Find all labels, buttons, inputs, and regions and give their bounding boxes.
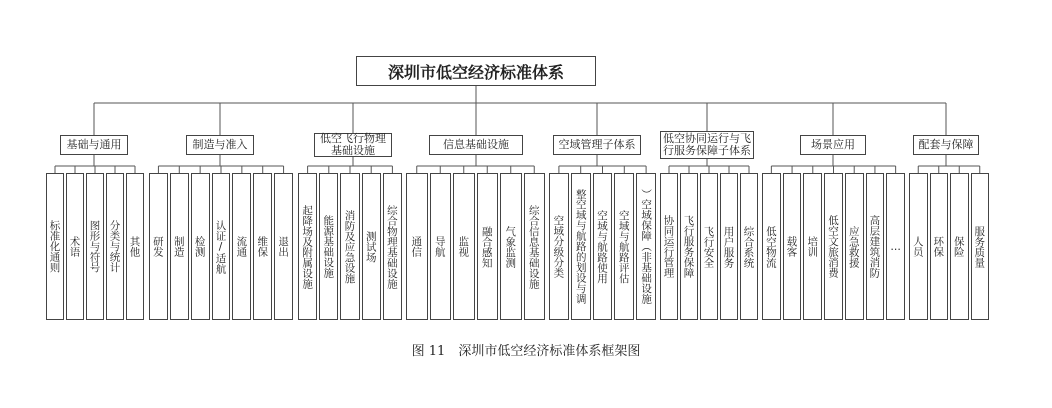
leaf-box bbox=[886, 173, 905, 320]
leaf-box bbox=[453, 173, 475, 320]
root-node bbox=[356, 56, 596, 86]
leaf-label: 检测 bbox=[193, 236, 206, 257]
leaf-label: 保险 bbox=[952, 236, 965, 257]
leaf-box bbox=[253, 173, 272, 320]
leaf-box bbox=[720, 173, 738, 320]
leaf-box bbox=[866, 173, 885, 320]
leaf-label: 图形与符号 bbox=[88, 220, 101, 273]
leaf-box bbox=[274, 173, 293, 320]
leaf-box bbox=[106, 173, 124, 320]
leaf-box bbox=[971, 173, 990, 320]
category-box bbox=[60, 135, 128, 155]
category-label: 配套与保障 bbox=[918, 138, 974, 151]
leaf-label: 空域分级分类 bbox=[552, 215, 565, 278]
leaf-label: 起降场及附属设施 bbox=[301, 204, 314, 289]
leaf-box bbox=[909, 173, 928, 320]
leaf-box bbox=[319, 173, 338, 320]
leaf-label: 通信 bbox=[410, 236, 423, 257]
leaf-label: 空域保障（非基础设施 ） bbox=[640, 188, 653, 305]
leaf-box bbox=[571, 173, 591, 320]
leaf-box bbox=[362, 173, 381, 320]
leaf-box bbox=[549, 173, 569, 320]
leaf-label: 标准化通则 bbox=[48, 220, 61, 273]
leaf-box bbox=[524, 173, 546, 320]
leaf-label: 培训 bbox=[806, 236, 819, 257]
leaf-label: 能源基础设施 bbox=[322, 215, 335, 278]
leaf-label: 综合物理基础设施 bbox=[385, 204, 398, 289]
root-title: 深圳市低空经济标准体系 bbox=[387, 62, 564, 82]
leaf-label: 认证/适航 bbox=[214, 219, 227, 274]
leaf-label: 空域与航路使用 bbox=[595, 209, 608, 284]
category-box bbox=[553, 135, 641, 155]
leaf-box bbox=[783, 173, 802, 320]
leaf-label: 空域与航路的划设与调 整 bbox=[574, 188, 587, 305]
leaf-label: 飞行安全 bbox=[702, 225, 715, 268]
leaf-label: 空域与航路评估 bbox=[617, 209, 630, 284]
leaf-box bbox=[803, 173, 822, 320]
leaf-label: 低空物流 bbox=[764, 225, 777, 268]
leaf-box bbox=[298, 173, 317, 320]
leaf-box bbox=[845, 173, 864, 320]
category-box bbox=[429, 135, 523, 155]
leaf-box bbox=[212, 173, 231, 320]
leaf-label: 环保 bbox=[932, 236, 945, 257]
category-label: 信息基础设施 bbox=[443, 138, 509, 151]
category-label: 低空协同运行与飞行服务保障子体系 bbox=[663, 132, 751, 157]
leaf-box bbox=[500, 173, 522, 320]
leaf-label: 其他 bbox=[128, 236, 141, 257]
leaf-box bbox=[824, 173, 843, 320]
leaf-label: 协同运行管理 bbox=[662, 215, 675, 278]
leaf-box bbox=[46, 173, 64, 320]
leaf-label: 气象监测 bbox=[504, 225, 517, 268]
category-label: 空域管理子体系 bbox=[558, 138, 636, 151]
leaf-label: 导航 bbox=[433, 236, 446, 257]
leaf-label: 制造 bbox=[172, 236, 185, 257]
leaf-label: 服务质量 bbox=[973, 225, 986, 268]
category-label: 基础与通用 bbox=[66, 138, 122, 151]
leaf-box bbox=[383, 173, 402, 320]
leaf-box bbox=[593, 173, 613, 320]
leaf-box bbox=[740, 173, 758, 320]
category-label: 制造与准入 bbox=[192, 138, 248, 151]
leaf-label: 用户服务 bbox=[722, 225, 735, 268]
leaf-label: 低空文旅消费 bbox=[826, 215, 839, 278]
leaf-box bbox=[86, 173, 104, 320]
leaf-label: 术语 bbox=[68, 236, 81, 257]
leaf-box bbox=[170, 173, 189, 320]
leaf-box bbox=[700, 173, 718, 320]
leaf-box bbox=[430, 173, 452, 320]
leaf-label: 退出 bbox=[277, 236, 290, 257]
leaf-box bbox=[66, 173, 84, 320]
leaf-label: 消防及应急设施 bbox=[343, 209, 356, 284]
leaf-box bbox=[126, 173, 144, 320]
leaf-label: 测试场 bbox=[364, 230, 377, 263]
leaf-box bbox=[477, 173, 499, 320]
leaf-box bbox=[636, 173, 656, 320]
leaf-label: 分类与统计 bbox=[108, 220, 121, 273]
category-box bbox=[800, 135, 866, 155]
leaf-box bbox=[149, 173, 168, 320]
category-box bbox=[660, 131, 754, 159]
leaf-label: 应急救援 bbox=[847, 225, 860, 268]
leaf-box bbox=[340, 173, 359, 320]
leaf-box bbox=[232, 173, 251, 320]
category-box bbox=[314, 133, 392, 157]
leaf-box bbox=[191, 173, 210, 320]
leaf-box bbox=[680, 173, 698, 320]
leaf-label: … bbox=[889, 240, 902, 253]
leaf-label: 综合系统 bbox=[742, 225, 755, 268]
leaf-box bbox=[406, 173, 428, 320]
leaf-label: 维保 bbox=[256, 236, 269, 257]
figure-caption: 图 11 深圳市低空经济标准体系框架图 bbox=[411, 344, 641, 359]
leaf-box bbox=[950, 173, 969, 320]
leaf-label: 融合感知 bbox=[480, 225, 493, 268]
leaf-label: 研发 bbox=[151, 236, 164, 257]
leaf-box bbox=[930, 173, 949, 320]
leaf-label: 飞行服务保障 bbox=[682, 215, 695, 278]
category-box bbox=[913, 135, 979, 155]
category-label: 低空飞行物理基础设施 bbox=[320, 132, 386, 157]
leaf-box bbox=[762, 173, 781, 320]
leaf-box bbox=[614, 173, 634, 320]
leaf-label: 载客 bbox=[785, 236, 798, 257]
leaf-label: 监视 bbox=[457, 236, 470, 257]
leaf-label: 流通 bbox=[235, 236, 248, 257]
leaf-label: 综合信息基础设施 bbox=[527, 204, 540, 289]
category-box bbox=[186, 135, 254, 155]
leaf-label: 人员 bbox=[911, 236, 924, 257]
category-label: 场景应用 bbox=[811, 138, 855, 151]
leaf-box bbox=[660, 173, 678, 320]
leaf-label: 高层建筑消防 bbox=[868, 215, 881, 278]
